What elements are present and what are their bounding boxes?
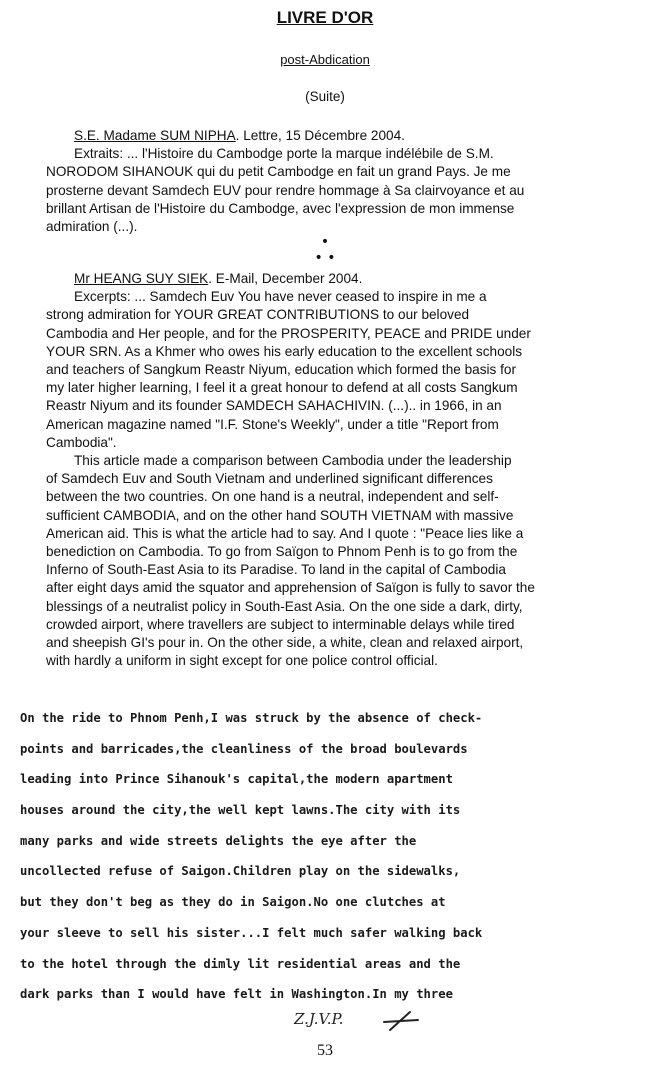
typed-line: many parks and wide streets delights the eye after the xyxy=(20,833,417,848)
typed-line: but they don't beg as they do in Saigon.No one clutches at xyxy=(20,895,446,910)
entry-line: Inferno of South-East Asia to its Paradise. To land in the capital of Cambodia xyxy=(46,562,506,578)
typed-line: to the hotel through the dimly lit residential areas and the xyxy=(20,956,461,971)
typed-excerpt xyxy=(20,703,630,1010)
entry-meta: . E-Mail, December 2004. xyxy=(208,271,363,286)
typed-line: points and barricades,the cleanliness of the broad boulevards xyxy=(20,741,468,756)
page-number: 53 xyxy=(317,1042,333,1059)
typed-line: uncollected refuse of Saigon.Children play on the sidewalks, xyxy=(20,864,461,879)
entry-line: Cambodia and Her people, and for the PROSPERITY, PEACE and PRIDE under xyxy=(46,325,531,341)
typed-line: dark parks than I would have felt in Washington.In my three xyxy=(20,987,453,1002)
entry-sum-nipha xyxy=(46,127,606,236)
entry-line: sufficient CAMBODIA, and on the other hand SOUTH VIETNAM with massive xyxy=(46,507,514,523)
typed-line: your sleeve to sell his sister...I felt much safer walking back xyxy=(20,925,483,940)
entry-author: Mr HEANG SUY SIEK xyxy=(74,271,209,286)
signature-text: Z.J.V.P. xyxy=(294,1010,344,1028)
entry-line: with hardly a uniform in sight except for one police control official. xyxy=(46,653,438,669)
entry-line: This article made a comparison between Cambodia under the leadership xyxy=(74,453,512,469)
separator-dot-top: • xyxy=(320,234,330,250)
typed-line: On the ride to Phnom Penh,I was struck by the absence of check- xyxy=(20,711,483,725)
entry-line: between the two countries. On one hand is a neutral, independent and self- xyxy=(46,489,499,505)
signature-initials xyxy=(292,1004,422,1034)
entry-line: of Samdech Euv and South Vietnam and underlined significant differences xyxy=(46,471,493,487)
entry-line: Excerpts: ... Samdech Euv You have never ceased to inspire in me a xyxy=(74,289,487,305)
entry-line: brillant Artisan de l'Histoire du Cambodge, avec l'expression de mon immense xyxy=(46,200,515,216)
entry-line: Cambodia". xyxy=(46,434,117,450)
entry-meta: . Lettre, 15 Décembre 2004. xyxy=(235,128,405,143)
entry-line: and teachers of Sangkum Reastr Niyum, education which formed the basis for xyxy=(46,362,516,378)
signature-mark xyxy=(384,1012,418,1030)
entry-heading xyxy=(46,270,606,288)
separator-dots-bottom: • • xyxy=(314,250,336,266)
page-subtitle: post-Abdication xyxy=(280,52,370,67)
page-title: LIVRE D'OR xyxy=(276,8,374,27)
continuation-label: (Suite) xyxy=(305,89,345,104)
entry-heang-suy-siek xyxy=(46,270,606,670)
entry-line: prosterne devant Samdech EUV pour rendre hommage à Sa clairvoyance et au xyxy=(46,182,525,198)
entry-author: S.E. Madame SUM NIPHA xyxy=(74,128,236,143)
entry-line: blessings of a neutralist policy in South-East Asia. On the one side a dark, dirty, xyxy=(46,598,523,614)
typed-line: houses around the city,the well kept lawns.The city with its xyxy=(20,803,461,818)
entry-line: strong admiration for YOUR GREAT CONTRIBUTIONS to our beloved xyxy=(46,307,470,323)
entry-line: and sheepish GI's pour in. On the other side, a white, clean and relaxed airport, xyxy=(46,635,524,651)
entry-line: American magazine named "I.F. Stone's Weekly", under a title "Report from xyxy=(46,416,499,432)
entry-line: after eight days amid the squator and apprehension of Saïgon is fully to savor the xyxy=(46,580,535,596)
entry-line: Extraits: ... l'Histoire du Cambodge porte la marque indélébile de S.M. xyxy=(74,146,494,162)
entry-line: NORODOM SIHANOUK qui du petit Cambodge en fait un grand Pays. Je me xyxy=(46,164,511,180)
entry-heading xyxy=(46,127,606,145)
typed-line: leading into Prince Sihanouk's capital,the modern apartment xyxy=(20,772,453,787)
entry-line: Reastr Niyum and its founder SAMDECH SAHACHIVIN. (...).. in 1966, in an xyxy=(46,398,502,414)
entry-line: my later higher learning, I feel it a great honour to defend at all costs Sangkum xyxy=(46,380,518,396)
entry-line: YOUR SRN. As a Khmer who owes his early education to the excellent schools xyxy=(46,343,523,359)
entry-line: American aid. This is what the article had to say. And I quote : "Peace lies like a xyxy=(46,525,524,541)
entry-line: benediction on Cambodia. To go from Saïgon to Phnom Penh is to go from the xyxy=(46,544,518,560)
entry-line: admiration (...). xyxy=(46,219,138,235)
entry-line: crowded airport, where travellers are subject to interminable delays while tired xyxy=(46,616,515,632)
